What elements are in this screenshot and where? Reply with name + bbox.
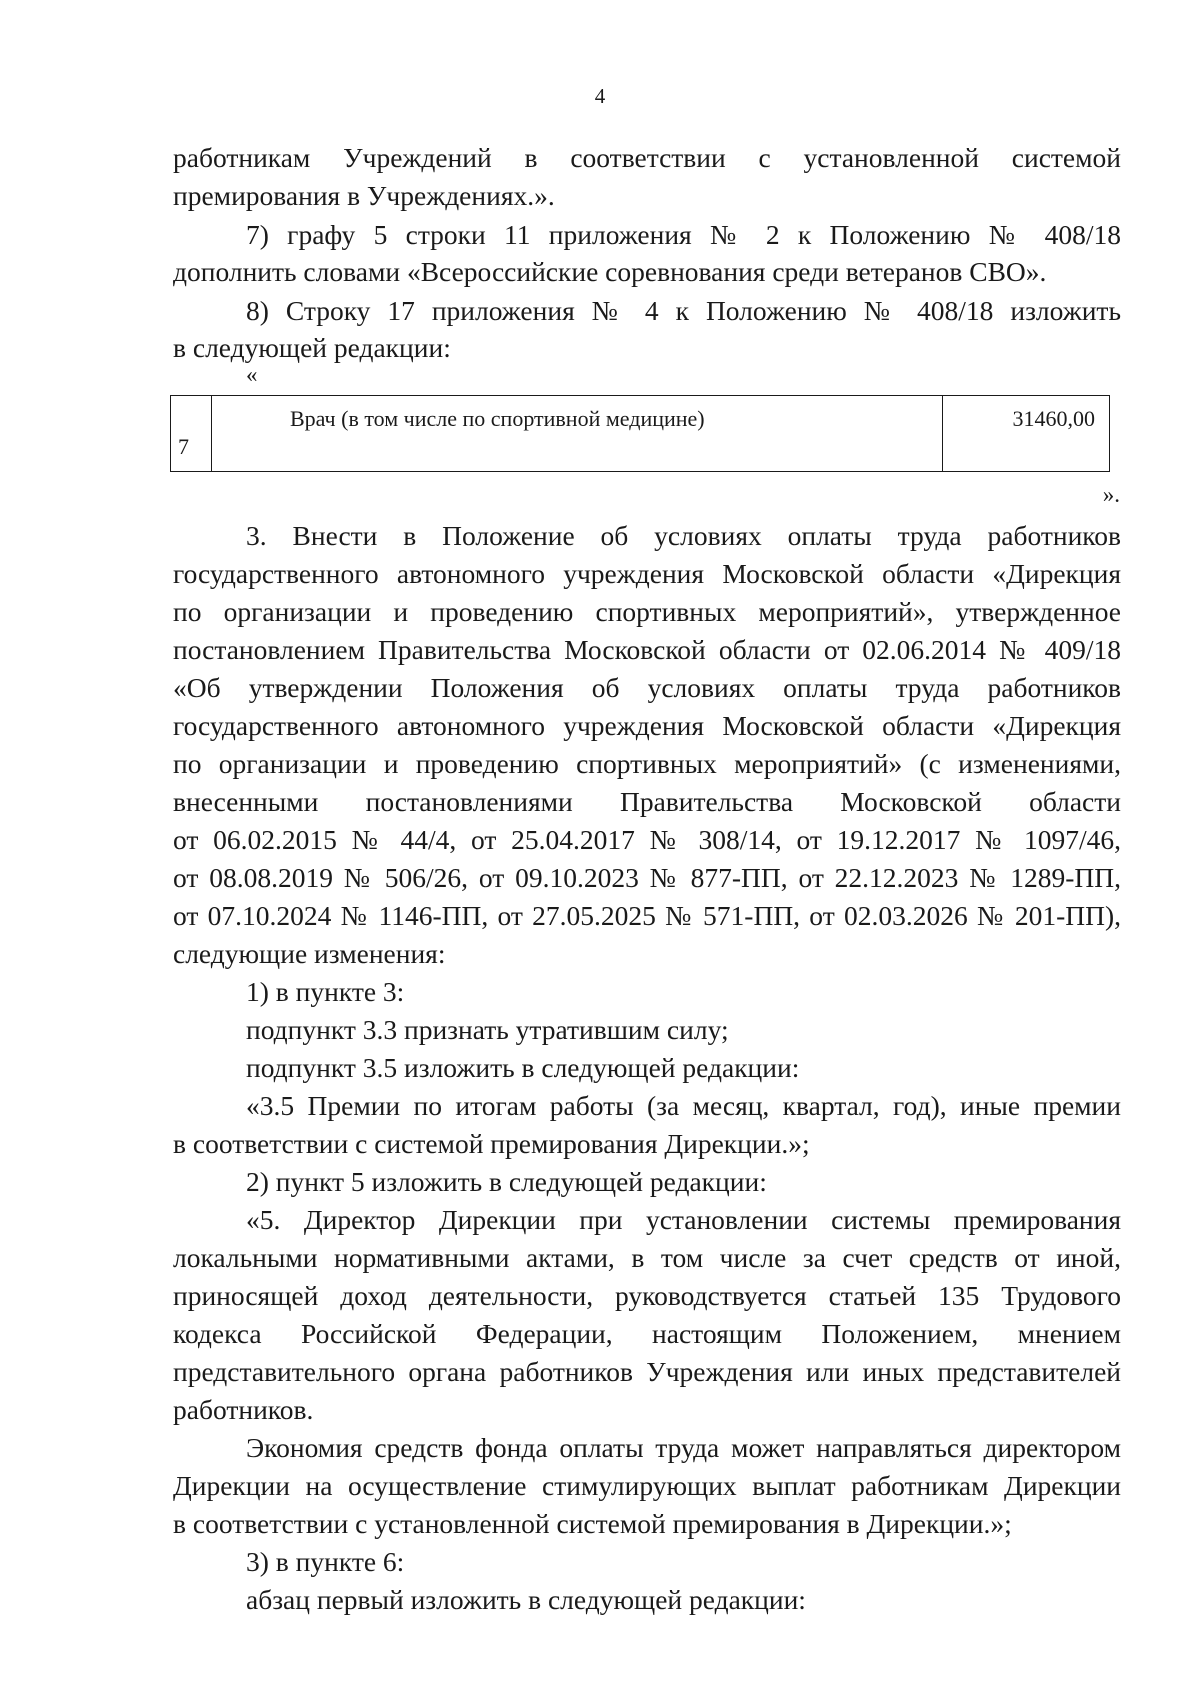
text-line: в следующей редакции: [173,332,451,363]
text-line: государственного автономного учреждения Московской области «Дирекция [173,558,1121,589]
text-line: внесенными постановлениями Правительства Московской области [173,786,1121,817]
text-line: по организации и проведению спортивных мероприятий», утвержденное [173,596,1121,627]
text-line: дополнить словами «Всероссийские соревнования среди ветеранов СВО». [173,256,1047,287]
quote-close: ». [1102,482,1120,507]
text-line: постановлением Правительства Московской области от 02.06.2014 № 409/18 [173,634,1121,665]
text-line: от 08.08.2019 № 506/26, от 09.10.2023 № 877-ПП, от 22.12.2023 № 1289-ПП, [173,862,1121,893]
text-line: Дирекции на осуществление стимулирующих выплат работникам Дирекции [173,1470,1121,1501]
text-line: «Об утверждении Положения об условиях оплаты труда работников [173,672,1121,703]
text-line: государственного автономного учреждения Московской области «Дирекция [173,710,1121,741]
position-cell: Врач (в том числе по спортивной медицине) [212,396,943,472]
text-line: от 06.02.2015 № 44/4, от 25.04.2017 № 308/14, от 19.12.2017 № 1097/46, [173,824,1121,855]
text-line: работникам Учреждений в соответствии с установленной системой [173,142,1121,173]
text-line: локальными нормативными актами, в том числе за счет средств от иной, [173,1242,1121,1273]
amount-cell: 31460,00 [943,396,1110,472]
text-line: «5. Директор Дирекции при установлении системы премирования [246,1204,1121,1235]
row-number-cell: 7 [171,396,212,472]
text-line: в соответствии с установленной системой премирования в Дирекции.»; [173,1508,1012,1539]
text-line: 3. Внести в Положение об условиях оплаты труда работников [246,520,1121,551]
text-line: следующие изменения: [173,938,446,969]
text-line: в соответствии с системой премирования Дирекции.»; [173,1128,810,1159]
text-line: кодекса Российской Федерации, настоящим Положением, мнением [173,1318,1121,1349]
text-line: от 07.10.2024 № 1146-ПП, от 27.05.2025 № 571-ПП, от 02.03.2026 № 201-ПП), [173,900,1121,931]
text-line: 3) в пункте 6: [246,1546,405,1577]
text-line: по организации и проведению спортивных мероприятий» (с изменениями, [173,748,1121,779]
text-line: абзац первый изложить в следующей редакции: [246,1584,806,1615]
text-line: 1) в пункте 3: [246,976,405,1007]
text-line: 7) графу 5 строки 11 приложения № 2 к Положению № 408/18 [246,219,1121,250]
quote-open: « [246,362,258,387]
insertion-table [170,395,1110,472]
text-line: «3.5 Премии по итогам работы (за месяц, квартал, год), иные премии [246,1090,1121,1121]
text-line: Экономия средств фонда оплаты труда может направляться директором [246,1432,1121,1463]
text-line: подпункт 3.3 признать утратившим силу; [246,1014,729,1045]
page-number: 4 [594,84,606,108]
table-row [171,396,1110,472]
text-line: 2) пункт 5 изложить в следующей редакции: [246,1166,767,1197]
text-line: подпункт 3.5 изложить в следующей редакции: [246,1052,800,1083]
text-line: премирования в Учреждениях.». [173,180,555,211]
text-line: работников. [173,1394,314,1425]
text-line: приносящей доход деятельности, руководствуется статьей 135 Трудового [173,1280,1121,1311]
text-line: 8) Строку 17 приложения № 4 к Положению № 408/18 изложить [246,295,1121,326]
text-line: представительного органа работников Учреждения или иных представителей [173,1356,1121,1387]
